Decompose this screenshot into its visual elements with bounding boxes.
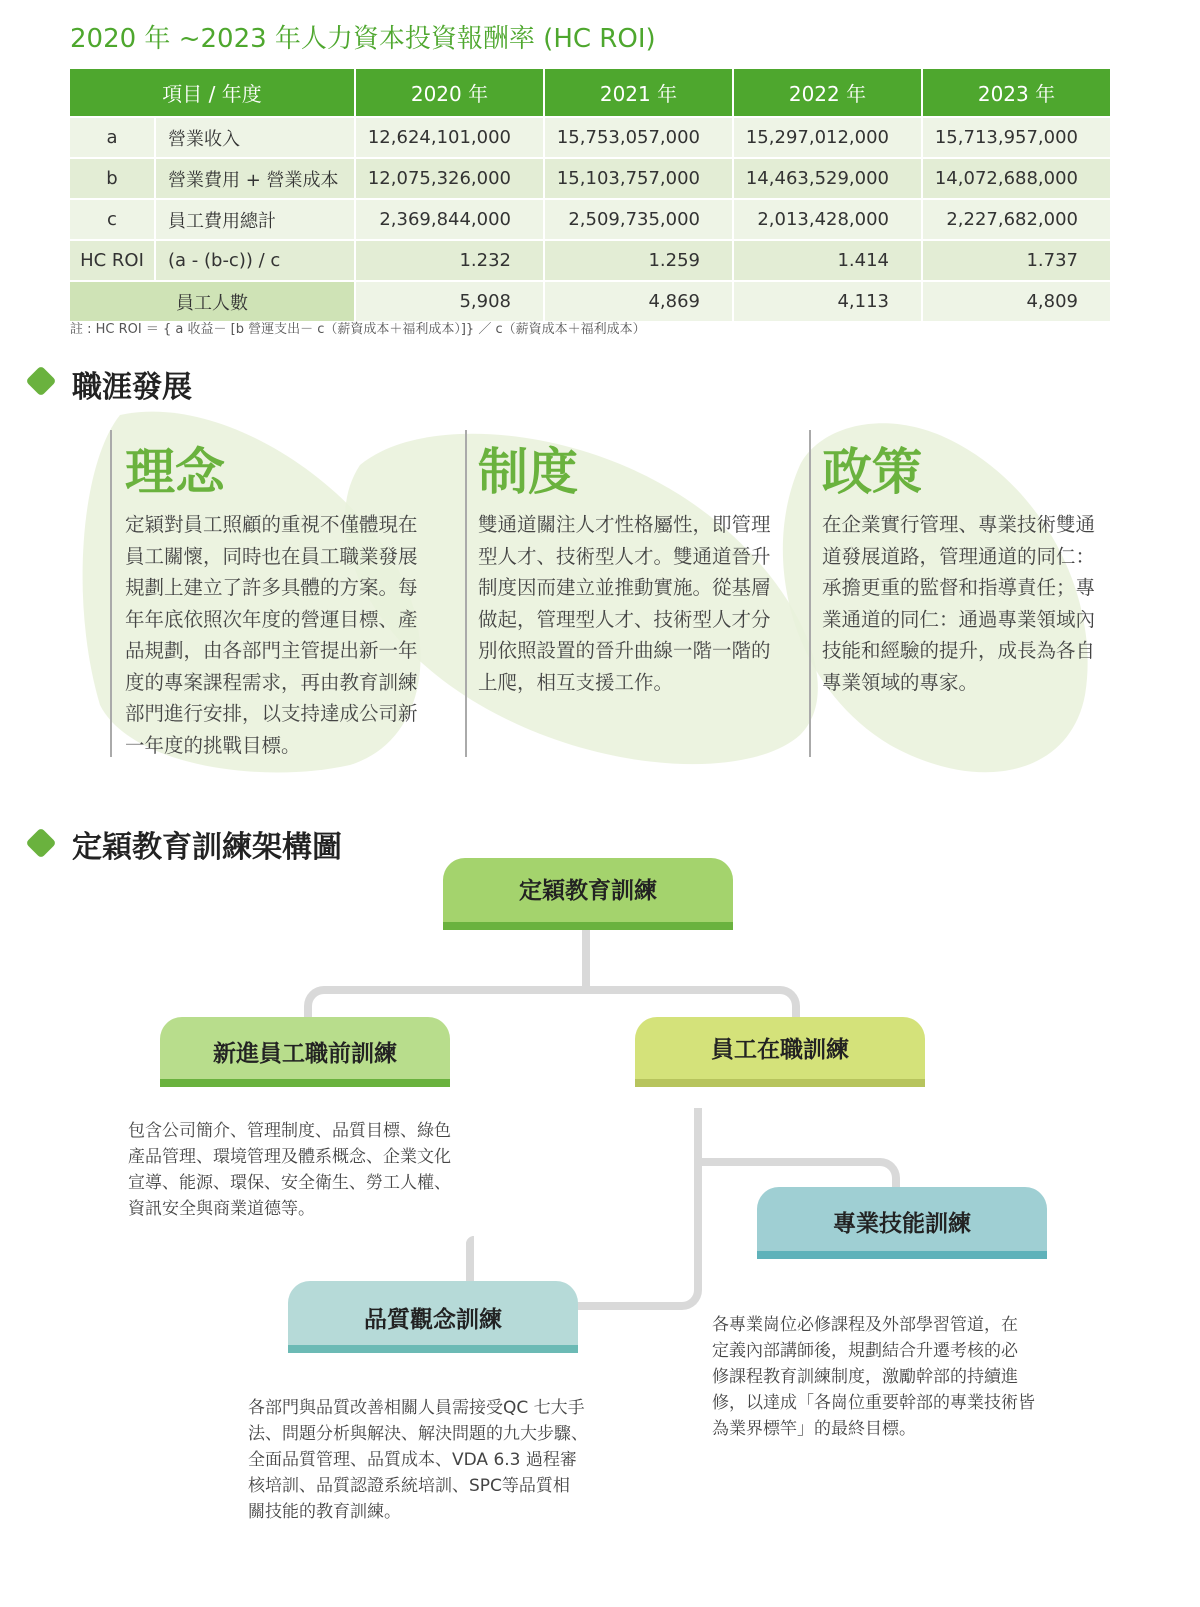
- column-heading-philosophy: 理念: [125, 443, 225, 501]
- root-training-box: 定穎教育訓練: [443, 858, 733, 930]
- training-section-title: 定穎教育訓練架構圖: [72, 830, 342, 865]
- text-line: 員工關懷，同時也在員工職業發展: [125, 544, 418, 568]
- text-line: 上爬，相互支援工作。: [478, 670, 674, 694]
- cell: 15,297,012,000: [733, 117, 922, 158]
- row-code: HC ROI: [69, 240, 155, 281]
- text-line: 各部門與品質改善相關人員需接受QC 七大手: [248, 1398, 585, 1418]
- text-line: 品規劃，由各部門主管提出新一年: [125, 639, 418, 662]
- text-line: 型人才、技術型人才。雙通道晉升: [478, 544, 771, 568]
- column-divider: [465, 430, 467, 757]
- hc-roi-title: 2020 年 ~2023 年人力資本投資報酬率 (HC ROI): [70, 24, 656, 54]
- text-line: 定穎對員工照顧的重視不僅體現在: [125, 513, 418, 536]
- text-line: 業通道的同仁：通過專業領域內: [822, 607, 1096, 631]
- text-line: 修，以達成「各崗位重要幹部的專業技術皆: [712, 1393, 1035, 1413]
- text-line: 承擔更重的監督和指導責任；專: [822, 576, 1096, 599]
- diamond-bullet-icon: [25, 365, 56, 396]
- text-line: 專業領域的專家。: [822, 670, 979, 694]
- row-code: a: [69, 117, 155, 158]
- cell: 2,227,682,000: [922, 199, 1111, 240]
- diamond-bullet-icon: [25, 827, 56, 858]
- header-year: 2021 年: [544, 68, 733, 117]
- cell: 14,463,529,000: [733, 158, 922, 199]
- text-line: 道發展道路，管理通道的同仁：: [822, 544, 1096, 568]
- text-line: 技能和經驗的提升，成長為各自: [822, 639, 1096, 662]
- cell: 15,753,057,000: [544, 117, 733, 158]
- text-line: 包含公司簡介、管理制度、品質目標、綠色: [128, 1121, 451, 1141]
- column-divider: [809, 430, 811, 757]
- text-line: 年年底依照次年度的營運目標、產: [125, 607, 418, 631]
- header-year: 2020 年: [355, 68, 544, 117]
- cell: 4,869: [544, 281, 733, 322]
- text-line: 別依照設置的晉升曲線一階一階的: [478, 639, 771, 662]
- professional-training-box: 專業技能訓練: [757, 1187, 1047, 1259]
- employees-label: 員工人數: [69, 281, 355, 322]
- cell: 4,809: [922, 281, 1111, 322]
- row-label: 營業費用 + 營業成本: [155, 158, 355, 199]
- connector-line: [694, 1108, 702, 1164]
- table-row: [69, 117, 1111, 158]
- text-line: 資訊安全與商業道德等。: [128, 1199, 315, 1219]
- career-section-title: 職涯發展: [72, 370, 192, 405]
- cell: 2,013,428,000: [733, 199, 922, 240]
- quality-description: [248, 1395, 588, 1525]
- text-line: 度的專案課程需求，再由教育訓練: [125, 670, 418, 694]
- text-line: 各專業崗位必修課程及外部學習管道，在: [712, 1315, 1018, 1335]
- cell: 14,072,688,000: [922, 158, 1111, 199]
- cell: 1.259: [544, 240, 733, 281]
- table-header-row: [69, 68, 1111, 117]
- text-line: 部門進行安排，以支持達成公司新: [125, 702, 418, 725]
- header-year: 2022 年: [733, 68, 922, 117]
- cell: 5,908: [355, 281, 544, 322]
- column-heading-policy: 政策: [822, 443, 922, 501]
- cell: 15,713,957,000: [922, 117, 1111, 158]
- new-hire-training-box: 新進員工職前訓練: [160, 1017, 450, 1087]
- table-row: [69, 199, 1111, 240]
- cell: 1.414: [733, 240, 922, 281]
- cell: 4,113: [733, 281, 922, 322]
- header-item: 項目 / 年度: [69, 68, 355, 117]
- text-line: 規劃上建立了許多具體的方案。每: [125, 576, 418, 599]
- cell: 2,509,735,000: [544, 199, 733, 240]
- text-line: 宣導、能源、環保、安全衛生、勞工人權、: [128, 1173, 451, 1193]
- text-line: 雙通道關注人才性格屬性，即管理: [478, 513, 771, 536]
- hc-roi-table: [68, 67, 1112, 323]
- text-line: 全面品質管理、品質成本、VDA 6.3 過程審: [248, 1450, 577, 1470]
- row-code: c: [69, 199, 155, 240]
- new-hire-description: [128, 1118, 451, 1222]
- table-row: [69, 240, 1111, 281]
- table-row: [69, 281, 1111, 322]
- column-divider: [110, 430, 112, 757]
- text-line: 核培訓、品質認證系統培訓、SPC等品質相: [248, 1476, 570, 1496]
- cell: 2,369,844,000: [355, 199, 544, 240]
- row-code: b: [69, 158, 155, 199]
- row-label: (a - (b-c)) / c: [155, 240, 355, 281]
- professional-description: [712, 1312, 1035, 1442]
- cell: 12,075,326,000: [355, 158, 544, 199]
- cell: 12,624,101,000: [355, 117, 544, 158]
- text-line: 定義內部講師後，規劃結合升遷考核的必: [712, 1341, 1018, 1361]
- text-line: 法、問題分析與解決、解決問題的九大步驟、: [248, 1424, 588, 1444]
- text-line: 修課程教育訓練制度，激勵幹部的持續進: [712, 1367, 1018, 1387]
- on-job-training-box: 員工在職訓練: [635, 1017, 925, 1087]
- header-year: 2023 年: [922, 68, 1111, 117]
- text-line: 關技能的教育訓練。: [248, 1502, 401, 1522]
- row-label: 員工費用總計: [155, 199, 355, 240]
- text-line: 一年度的挑戰目標。: [125, 733, 301, 757]
- text-line: 為業界標竿」的最終目標。: [712, 1419, 916, 1439]
- cell: 1.737: [922, 240, 1111, 281]
- column-text-philosophy: [125, 509, 418, 761]
- text-line: 做起，管理型人才、技術型人才分: [478, 607, 771, 631]
- text-line: 制度因而建立並推動實施。從基層: [478, 576, 771, 599]
- connector-line: [582, 930, 590, 990]
- text-line: 產品管理、環境管理及體系概念、企業文化: [128, 1147, 451, 1167]
- cell: 1.232: [355, 240, 544, 281]
- quality-training-box: 品質觀念訓練: [288, 1281, 578, 1353]
- column-text-system: [478, 509, 771, 698]
- text-line: 在企業實行管理、專業技術雙通: [822, 513, 1096, 536]
- cell: 15,103,757,000: [544, 158, 733, 199]
- column-heading-system: 制度: [478, 443, 578, 501]
- table-row: [69, 158, 1111, 199]
- column-text-policy: [822, 509, 1095, 698]
- hc-roi-note: 註 : HC ROI ＝ { a 收益－ [b 營運支出－ c（薪資成本＋福利成本）]} ／ c（薪資成本＋福利成本）: [70, 322, 646, 337]
- row-label: 營業收入: [155, 117, 355, 158]
